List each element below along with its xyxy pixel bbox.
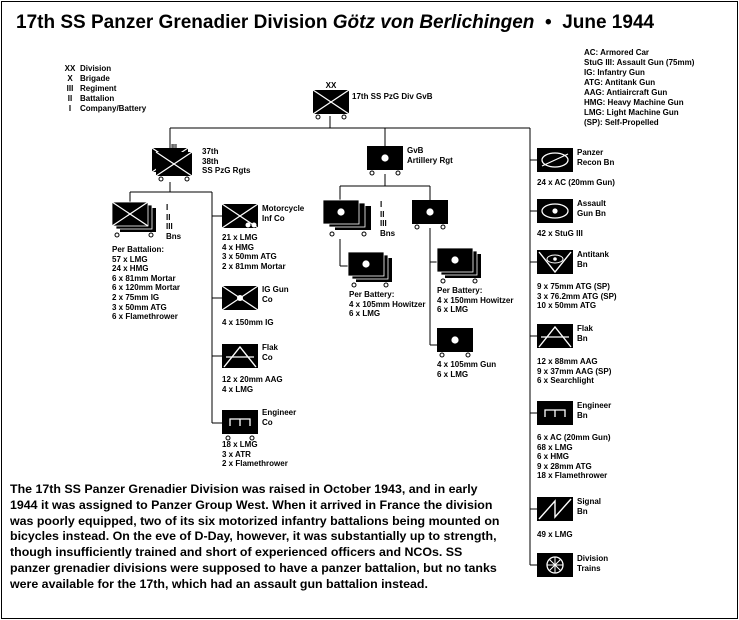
artillery-battalion-1-equipment: Per Battery: 4 x 105mm Howitzer 6 x LMG <box>349 290 426 319</box>
pzg-battalions-label: I II III Bns <box>166 203 182 241</box>
artillery-battalions-symbol <box>323 200 371 236</box>
motorcycle-co-equipment: 21 x LMG 4 x HMG 3 x 50mm ATG 2 x 81mm Mortar <box>222 233 286 271</box>
flak-co-label: Flak Co <box>262 343 279 362</box>
abbreviation: HMG: Heavy Machine Gun <box>584 98 684 107</box>
artillery-regiment-label: GvB Artillery Rgt <box>407 146 453 165</box>
abbreviation: IG: Infantry Gun <box>584 68 645 77</box>
artillery-regiment-symbol <box>367 146 403 175</box>
engineer-bn-equipment: 6 x AC (20mm Gun) 68 x LMG 6 x HMG 9 x 28mm ATG 18 x Flamethrower <box>537 433 611 481</box>
svg-text:XX: XX <box>325 81 337 90</box>
legend-label: Brigade <box>80 74 110 83</box>
pzg-regiments-label: 37th 38th SS PzG Rgts <box>202 147 251 176</box>
ig-gun-co-equipment: 4 x 150mm IG <box>222 318 274 327</box>
pzg-regiment-symbol <box>152 144 192 181</box>
ig-gun-co-label: IG Gun Co <box>262 285 289 304</box>
abbreviation: AAG: Antiaircraft Gun <box>584 88 668 97</box>
flak-co-symbol <box>222 344 258 368</box>
division-trains-symbol <box>537 553 573 577</box>
battery-105-symbol <box>348 252 392 287</box>
abbreviation: LMG: Light Machine Gun <box>584 108 679 117</box>
abbreviation: AC: Armored Car <box>584 48 650 57</box>
legend-label: Company/Battery <box>80 104 147 113</box>
recon-bn-label: Panzer Recon Bn <box>577 148 615 167</box>
signal-bn-symbol <box>537 497 573 521</box>
artillery-battalions-label: I II III Bns <box>380 200 396 238</box>
motorcycle-co-label: Motorcycle Inf Co <box>262 204 305 223</box>
artillery-battalion-3-equipment: 4 x 105mm Gun 6 x LMG <box>437 360 497 379</box>
legend-symbol: III <box>66 84 74 93</box>
assault-gun-bn-equipment: 42 x StuG III <box>537 229 583 238</box>
legend-symbol: II <box>67 94 73 103</box>
legend-symbol: XX <box>64 64 76 73</box>
legend-label: Division <box>80 64 112 73</box>
legend-symbol: X <box>67 74 73 83</box>
recon-bn-equipment: 24 x AC (20mm Gun) <box>537 178 615 187</box>
flak-bn-label: Flak Bn <box>577 324 594 343</box>
battery-150-symbol <box>437 248 481 283</box>
page-title: 17th SS Panzer Grenadier Division Götz von Berlichingen • June 1944 <box>16 12 655 33</box>
abbreviation: StuG III: Assault Gun (75mm) <box>584 58 695 67</box>
battery-105gun-symbol <box>437 328 473 357</box>
legend-symbol: I <box>68 104 72 113</box>
pzg-battalion-equipment: Per Battalion: 57 x LMG 24 x HMG 6 x 81mm Mortar 6 x 120mm Mortar 2 x 75mm IG 3 x 50mm ATG 6 x Flamethrower <box>112 245 181 322</box>
pzg-battalions-symbol <box>112 202 156 237</box>
legend-label: Battalion <box>80 94 115 103</box>
antitank-bn-symbol <box>537 250 573 274</box>
artillery-battalion-2-equipment: Per Battery: 4 x 150mm Howitzer 6 x LMG <box>437 286 514 315</box>
engineer-co-equipment: 18 x LMG 3 x ATR 2 x Flamethrower <box>222 440 288 469</box>
svg-text:III: III <box>171 144 177 151</box>
abbreviation: ATG: Antitank Gun <box>584 78 656 87</box>
division-symbol <box>313 81 349 119</box>
division-label: 17th SS PzG Div GvB <box>352 92 433 101</box>
flak-bn-equipment: 12 x 88mm AAG 9 x 37mm AAG (SP) 6 x Searchlight <box>537 357 612 386</box>
recon-bn-symbol <box>537 148 573 172</box>
description-paragraph: The 17th SS Panzer Grenadier Division was raised in October 1943, and in early 1944 it was assigned to Panzer Group West. When it arrived in France the division was poorly equipped, two of its six motorized infantry battalions being mounted on bicycles instead. On the eve of D-Day, however, it was substantially up to strength, though insufficiently trained and short of experienced officers and NCOs. SS panzer grenadier divisions were supposed to have a panzer battalion, but no tanks were available for the 17th, which had an assault gun battalion instead. <box>10 482 500 591</box>
legend-label: Regiment <box>80 84 117 93</box>
engineer-co-label: Engineer Co <box>262 408 297 427</box>
flak-co-equipment: 12 x 20mm AAG 4 x LMG <box>222 375 283 394</box>
signal-bn-equipment: 49 x LMG <box>537 530 573 539</box>
engineer-co-symbol <box>222 410 258 440</box>
antitank-bn-equipment: 9 x 75mm ATG (SP) 3 x 76.2mm ATG (SP) 10 x 50mm ATG <box>537 282 617 311</box>
antitank-bn-label: Antitank Bn <box>577 250 609 269</box>
ig-gun-co-symbol <box>222 286 258 310</box>
division-trains-label: Division Trains <box>577 554 609 573</box>
flak-bn-symbol <box>537 324 573 348</box>
assault-gun-bn-label: Assault Gun Bn <box>577 199 606 218</box>
signal-bn-label: Signal Bn <box>577 497 602 516</box>
artillery-battalion-2-symbol <box>412 200 448 229</box>
engineer-bn-label: Engineer Bn <box>577 401 612 420</box>
motorcycle-co-symbol <box>222 204 258 228</box>
abbreviation: (SP): Self-Propelled <box>584 118 659 127</box>
assault-gun-bn-symbol <box>537 199 573 223</box>
engineer-bn-symbol <box>537 401 573 425</box>
